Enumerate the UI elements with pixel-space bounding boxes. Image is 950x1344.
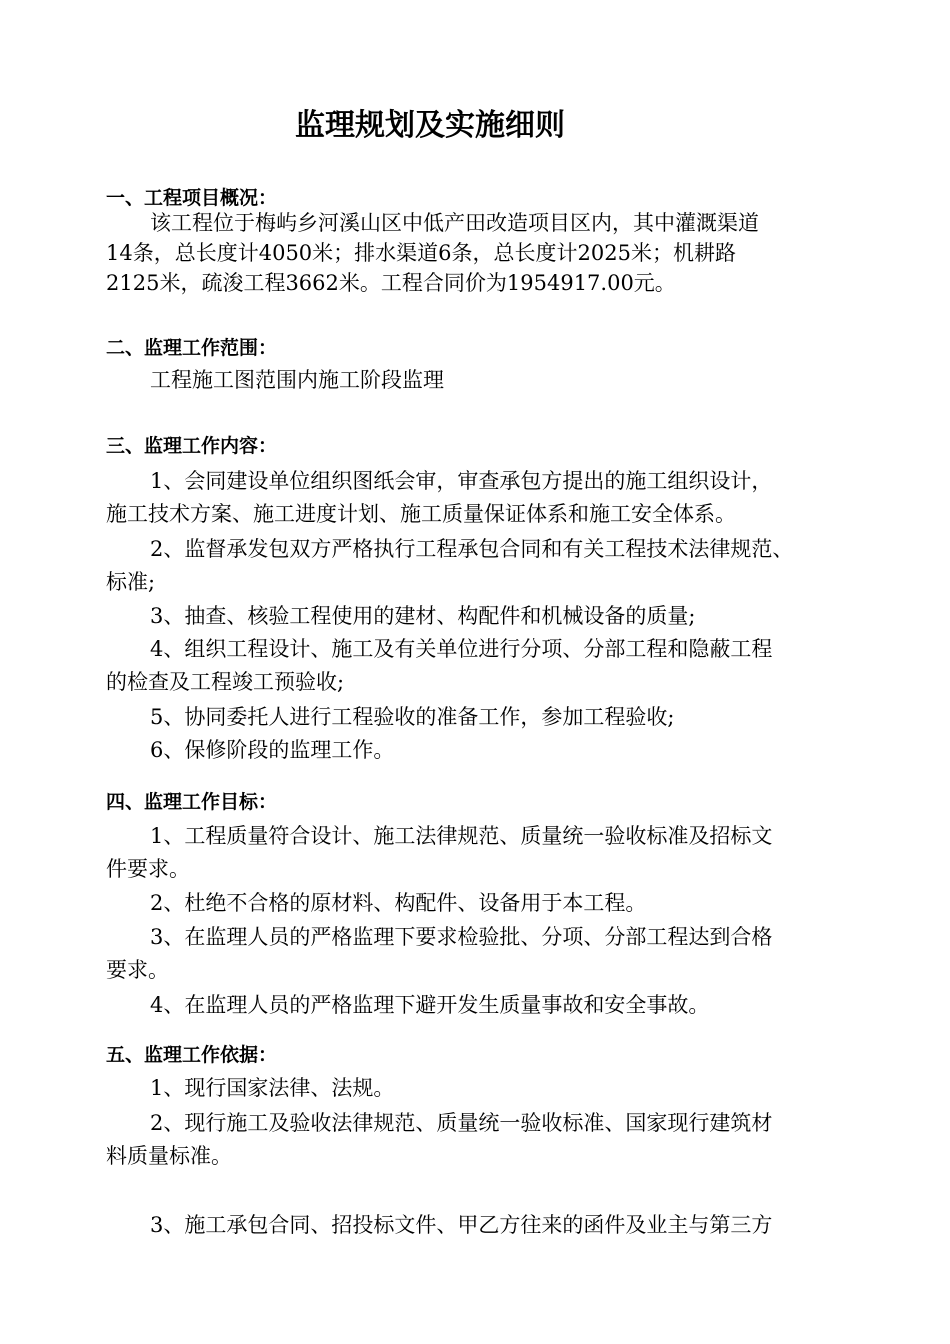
list-item-line: 件要求。 xyxy=(106,857,190,881)
paragraph-line: 14条，总长度计4050米；排水渠道6条，总长度计2025米；机耕路 xyxy=(106,241,736,265)
list-item-line: 3、抽查、核验工程使用的建材、构配件和机械设备的质量; xyxy=(150,604,696,628)
list-item-line: 的检查及工程竣工预验收; xyxy=(106,670,345,694)
list-item-line: 2、监督承发包双方严格执行工程承包合同和有关工程技术法律规范、 xyxy=(150,537,794,561)
list-item-line: 6、保修阶段的监理工作。 xyxy=(150,738,395,762)
document-title: 监理规划及实施细则 xyxy=(295,108,565,143)
list-item-line: 4、在监理人员的严格监理下避开发生质量事故和安全事故。 xyxy=(150,993,710,1017)
list-item-line: 1、现行国家法律、法规。 xyxy=(150,1076,395,1100)
paragraph-line: 工程施工图范围内施工阶段监理 xyxy=(150,368,444,392)
list-item-line: 料质量标准。 xyxy=(106,1144,232,1168)
list-item-line: 2、现行施工及验收法律规范、质量统一验收标准、国家现行建筑材 xyxy=(150,1111,773,1135)
list-item-line: 标准; xyxy=(106,570,156,594)
section-heading-content: 三、监理工作内容： xyxy=(106,435,278,457)
list-item-line: 2、杜绝不合格的原材料、构配件、设备用于本工程。 xyxy=(150,891,647,915)
section-heading-overview: 一、工程项目概况： xyxy=(106,187,278,209)
list-item-line: 3、施工承包合同、招投标文件、甲乙方往来的函件及业主与第三方 xyxy=(150,1213,773,1237)
list-item-line: 1、会同建设单位组织图纸会审，审查承包方提出的施工组织设计， xyxy=(150,469,773,493)
list-item-line: 5、协同委托人进行工程验收的准备工作，参加工程验收; xyxy=(150,705,675,729)
section-heading-objectives: 四、监理工作目标： xyxy=(106,791,278,813)
section-heading-basis: 五、监理工作依据： xyxy=(106,1044,278,1066)
list-item-line: 施工技术方案、施工进度计划、施工质量保证体系和施工安全体系。 xyxy=(106,502,736,526)
list-item-line: 1、工程质量符合设计、施工法律规范、质量统一验收标准及招标文 xyxy=(150,824,773,848)
list-item-line: 3、在监理人员的严格监理下要求检验批、分项、分部工程达到合格 xyxy=(150,925,773,949)
list-item-line: 4、组织工程设计、施工及有关单位进行分项、分部工程和隐蔽工程 xyxy=(150,637,773,661)
section-heading-scope: 二、监理工作范围： xyxy=(106,337,278,359)
paragraph-line: 该工程位于梅屿乡河溪山区中低产田改造项目区内，其中灌溉渠道 xyxy=(150,211,759,235)
list-item-line: 要求。 xyxy=(106,958,169,982)
paragraph-line: 2125米，疏浚工程3662米。工程合同价为1954917.00元。 xyxy=(106,271,676,295)
